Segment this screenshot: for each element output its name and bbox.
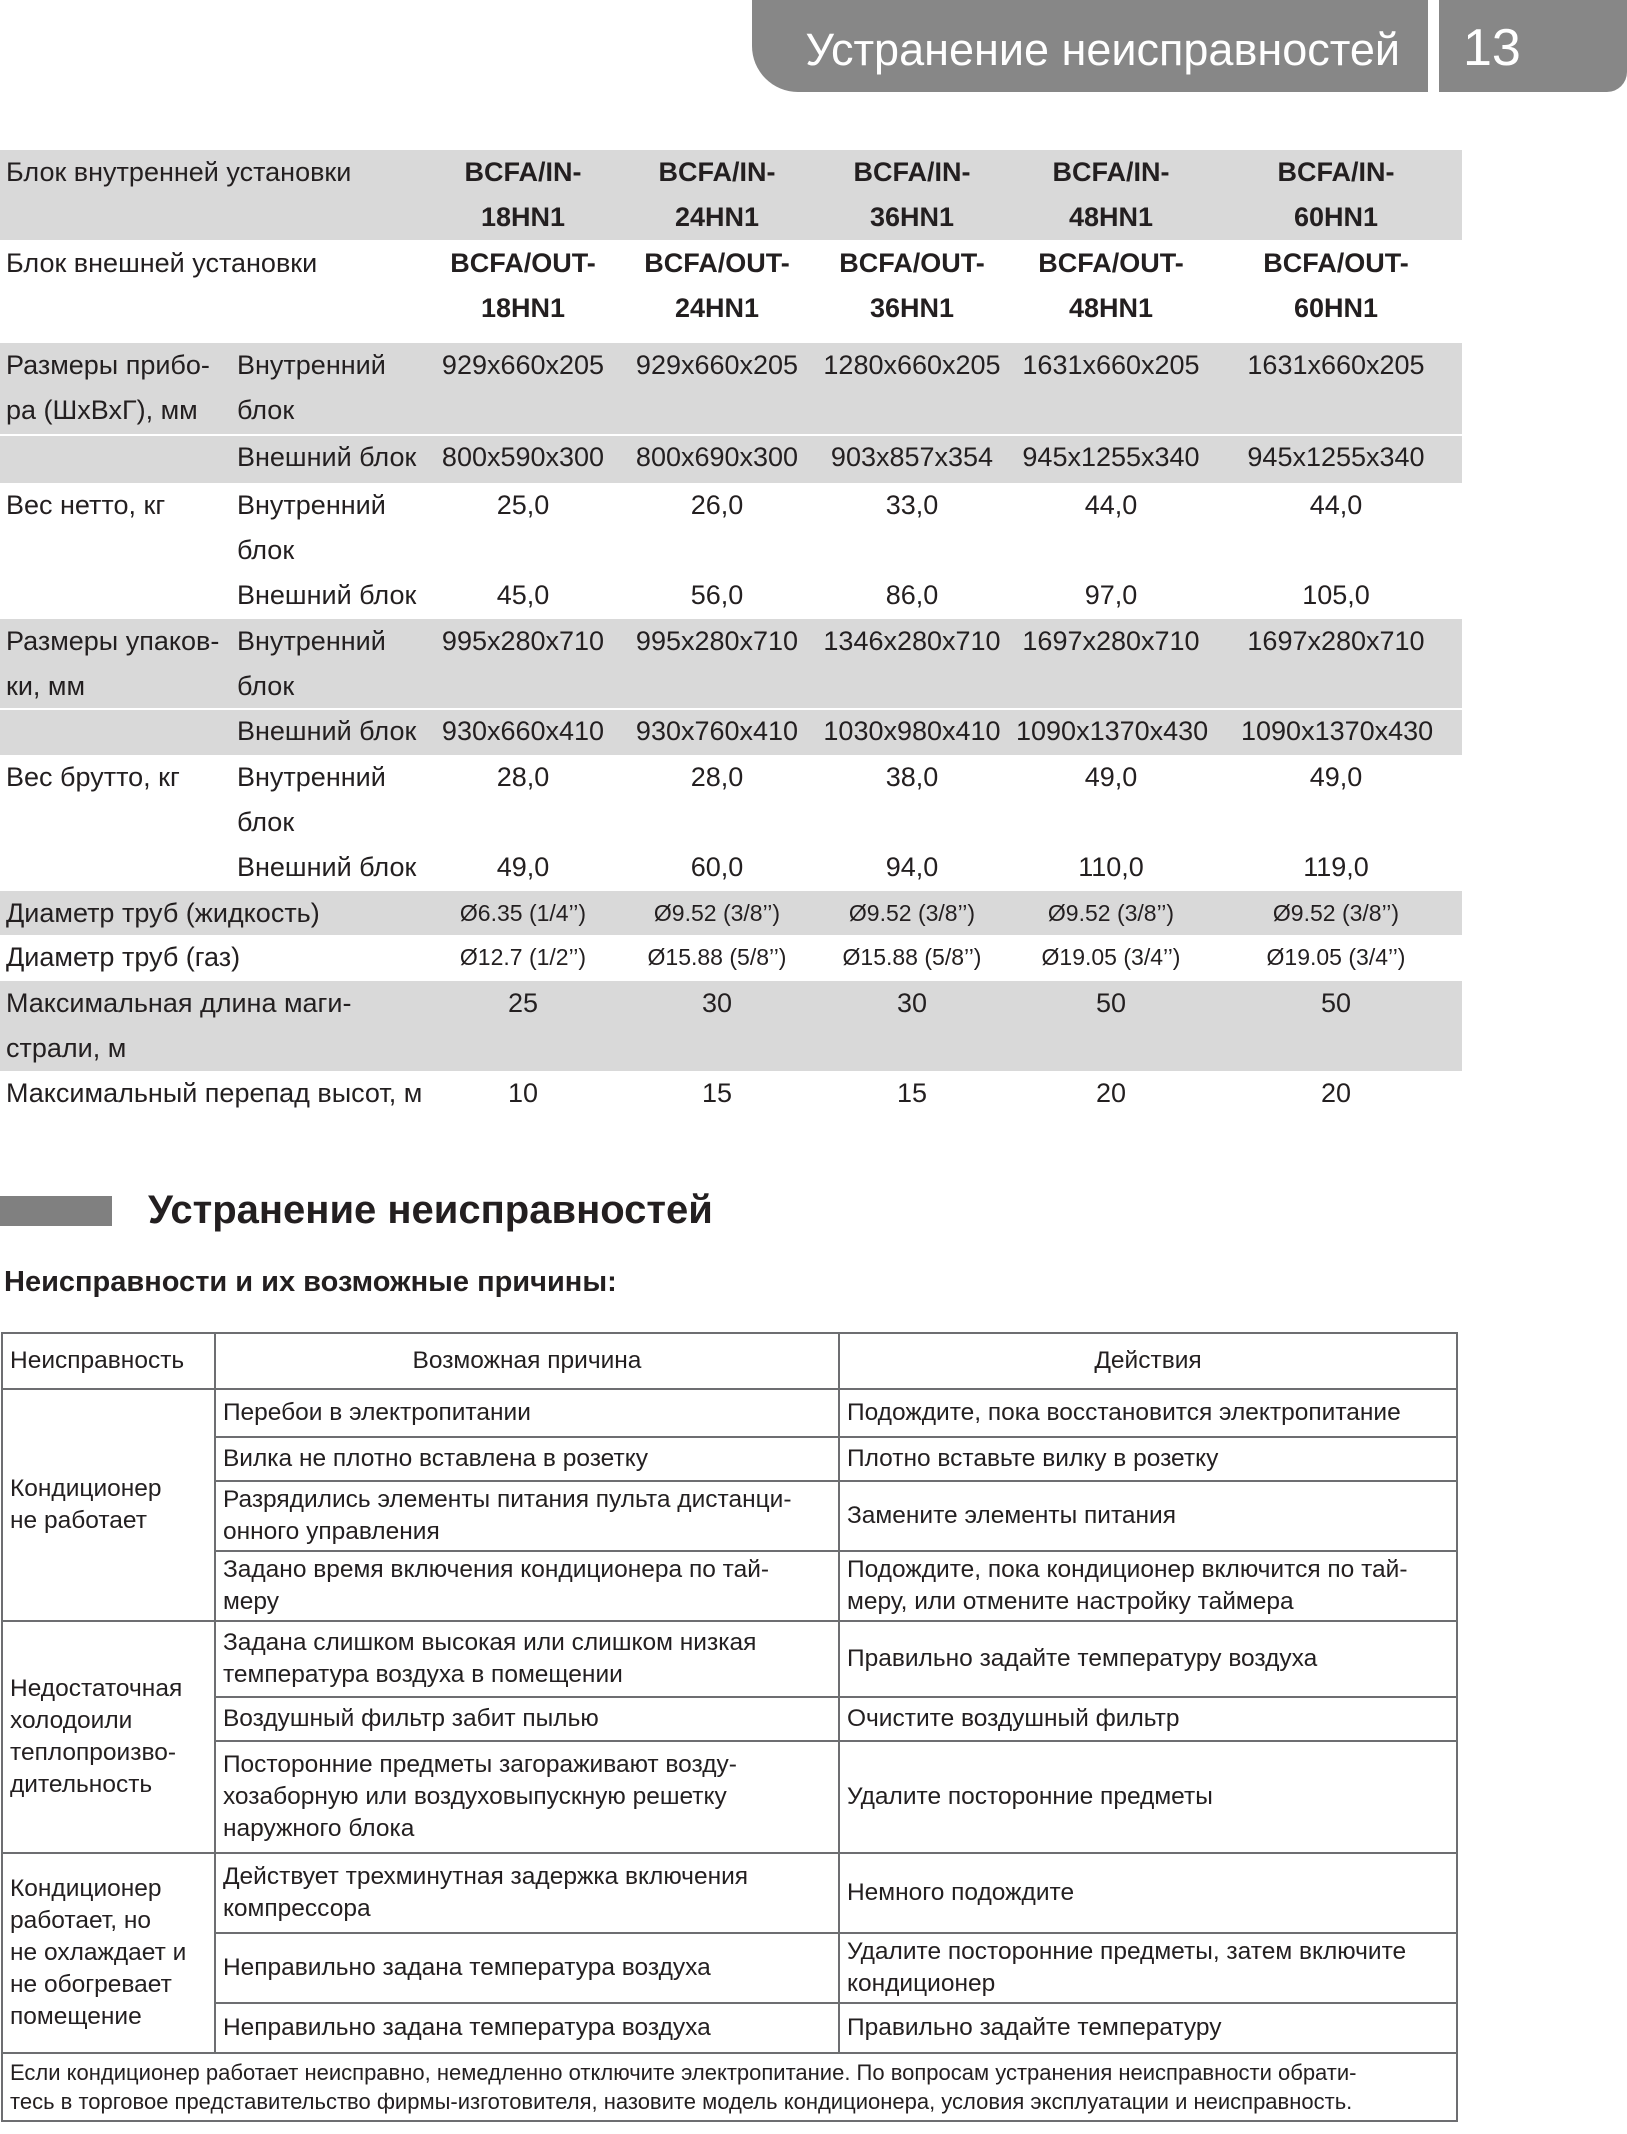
model-cell: BCFA/OUT- 48HN1: [1038, 248, 1184, 323]
value-cell: 995x280x710: [441, 626, 605, 656]
value-cell: 30: [701, 988, 733, 1018]
value-cell: Ø15.88 (5/8’’): [842, 944, 982, 970]
value-cell: Ø12.7 (1/2’’): [459, 944, 587, 970]
table-row: [2, 2003, 1457, 2053]
cause-cell: Задано время включения кондиционера по тай- меру: [215, 1551, 839, 1621]
value-cell: Ø9.52 (3/8’’): [653, 900, 781, 926]
action-cell: Правильно задайте температуру воздуха: [839, 1621, 1457, 1697]
outdoor-unit-label: Блок внешней установки: [6, 248, 318, 278]
outdoor-sub-label: Внешний блок: [237, 442, 417, 472]
value-cell: 49,0: [496, 852, 550, 882]
action-cell: Подождите, пока кондиционер включится по тай- меру, или отмените настройку таймера: [839, 1551, 1457, 1621]
specifications-table: [0, 150, 1462, 1117]
value-cell: 945x1255x340: [1022, 442, 1200, 472]
value-cell: 97,0: [1084, 580, 1138, 610]
value-cell: 86,0: [885, 580, 939, 610]
value-cell: 1631x660x205: [1022, 350, 1200, 380]
gross-weight-row: [0, 755, 1462, 891]
header-title-text: Устранение неисправностей: [805, 24, 1400, 75]
table-row: [2, 1481, 1457, 1551]
cause-cell: Посторонние предметы загораживают возду- хозаборную или воздуховыпускную решетку наружного блока: [215, 1741, 839, 1853]
max-length-row: [0, 981, 1462, 1071]
model-cell: BCFA/OUT- 24HN1: [644, 248, 790, 323]
table-row: [2, 1437, 1457, 1481]
value-cell: 44,0: [1084, 490, 1138, 520]
table-row: [2, 1933, 1457, 2003]
value-cell: Ø15.88 (5/8’’): [647, 944, 787, 970]
action-cell: Подождите, пока восстановится электропитание: [839, 1389, 1457, 1437]
action-cell: Очистите воздушный фильтр: [839, 1697, 1457, 1741]
model-cell: BCFA/OUT- 18HN1: [450, 248, 596, 323]
table-row: [2, 1853, 1457, 1933]
cause-cell: Неправильно задана температура воздуха: [215, 2003, 839, 2053]
cause-cell: Разрядились элементы питания пульта дистанци- онного управления: [215, 1481, 839, 1551]
value-cell: 94,0: [885, 852, 939, 882]
liquid-pipe-row: [0, 891, 1462, 935]
value-cell: 1280x660x205: [823, 350, 1001, 380]
section-marker-bar: [0, 1196, 112, 1226]
fault-cell: Кондиционер работает, но не охлаждает и не обогревает помещение: [2, 1853, 215, 2053]
action-cell: Плотно вставьте вилку в розетку: [839, 1437, 1457, 1481]
value-cell: 1697x280x710: [1022, 626, 1200, 656]
outdoor-sub-label: Внешний блок: [237, 716, 417, 746]
value-cell: 49,0: [1084, 762, 1138, 792]
faults-table: [1, 1332, 1458, 2122]
package-dimensions-row: [0, 619, 1462, 755]
value-cell: 44,0: [1309, 490, 1363, 520]
table-row: [2, 1741, 1457, 1853]
model-cell: BCFA/IN- 60HN1: [1277, 157, 1395, 232]
value-cell: 1346x280x710: [823, 626, 1001, 656]
value-cell: 10: [507, 1078, 539, 1108]
max-length-label: Максимальная длина маги- страли, м: [6, 988, 352, 1063]
indoor-models-row: [0, 150, 1462, 240]
value-cell: 28,0: [496, 762, 550, 792]
value-cell: 25,0: [496, 490, 550, 520]
cause-cell: Неправильно задана температура воздуха: [215, 1933, 839, 2003]
value-cell: 20: [1320, 1078, 1352, 1108]
value-cell: 930x660x410: [441, 716, 605, 746]
indoor-sub-label: Внутренний блок: [237, 490, 386, 565]
package-dimensions-label: Размеры упаков- ки, мм: [6, 626, 220, 701]
indoor-sub-label: Внутренний блок: [237, 350, 386, 425]
action-cell: Правильно задайте температуру: [839, 2003, 1457, 2053]
value-cell: 903x857x354: [830, 442, 994, 472]
indoor-unit-label: Блок внутренней установки: [6, 157, 352, 187]
fault-cell: Недостаточная холодоили теплопроизво- дительность: [2, 1621, 215, 1853]
outdoor-sub-label: Внешний блок: [237, 852, 417, 882]
value-cell: 50: [1095, 988, 1127, 1018]
header-action: Действия: [839, 1333, 1457, 1389]
value-cell: 1030x980x410: [823, 716, 1001, 746]
value-cell: Ø9.52 (3/8’’): [1272, 900, 1400, 926]
model-cell: BCFA/OUT- 36HN1: [839, 248, 985, 323]
max-height-label: Максимальный перепад высот, м: [6, 1078, 423, 1108]
note-cell: Если кондиционер работает неисправно, немедленно отключите электропитание. По вопросам устранения неисправности обрати- тесь в торговое представительство фирмы-изготовителя, назовите модель кондиционера, условия эксплуатации и неисправность.: [2, 2053, 1457, 2121]
header-cause: Возможная причина: [215, 1333, 839, 1389]
cause-cell: Задана слишком высокая или слишком низкая температура воздуха в помещении: [215, 1621, 839, 1697]
page-header-title: [752, 0, 1428, 92]
outdoor-models-row: [0, 241, 1462, 331]
net-weight-row: [0, 483, 1462, 619]
action-cell: Удалите посторонние предметы: [839, 1741, 1457, 1853]
header-fault: Неисправность: [2, 1333, 215, 1389]
value-cell: 945x1255x340: [1247, 442, 1425, 472]
value-cell: 25: [507, 988, 539, 1018]
value-cell: 995x280x710: [635, 626, 799, 656]
model-cell: BCFA/IN- 36HN1: [853, 157, 971, 232]
table-row: [2, 1389, 1457, 1437]
value-cell: 930x760x410: [635, 716, 799, 746]
net-weight-label: Вес нетто, кг: [6, 490, 166, 520]
value-cell: 33,0: [885, 490, 939, 520]
cause-cell: Воздушный фильтр забит пылью: [215, 1697, 839, 1741]
section-subtitle: Неисправности и их возможные причины:: [4, 1266, 617, 1298]
table-row: [2, 1621, 1457, 1697]
value-cell: 800x590x300: [441, 442, 605, 472]
liquid-pipe-label: Диаметр труб (жидкость): [6, 898, 320, 928]
dimensions-label: Размеры прибо- ра (ШхВхГ), мм: [6, 350, 210, 425]
value-cell: 60,0: [690, 852, 744, 882]
gas-pipe-label: Диаметр труб (газ): [6, 942, 241, 972]
value-cell: 38,0: [885, 762, 939, 792]
max-height-row: [0, 1071, 1462, 1117]
cause-cell: Перебои в электропитании: [215, 1389, 839, 1437]
model-cell: BCFA/IN- 24HN1: [658, 157, 776, 232]
value-cell: 49,0: [1309, 762, 1363, 792]
value-cell: 105,0: [1302, 580, 1370, 610]
value-cell: 1090x1370x430: [1241, 716, 1434, 746]
note-row: [2, 2053, 1457, 2121]
value-cell: 50: [1320, 988, 1352, 1018]
cause-cell: Вилка не плотно вставлена в розетку: [215, 1437, 839, 1481]
value-cell: 15: [701, 1078, 733, 1108]
action-cell: Удалите посторонние предметы, затем включите кондиционер: [839, 1933, 1457, 2003]
value-cell: 929x660x205: [441, 350, 605, 380]
value-cell: 20: [1095, 1078, 1127, 1108]
value-cell: 1631x660x205: [1247, 350, 1425, 380]
value-cell: 119,0: [1303, 852, 1369, 882]
gross-weight-label: Вес брутто, кг: [6, 762, 180, 792]
model-cell: BCFA/IN- 48HN1: [1052, 157, 1170, 232]
value-cell: 45,0: [496, 580, 550, 610]
value-cell: 1697x280x710: [1247, 626, 1425, 656]
value-cell: Ø19.05 (3/4’’): [1041, 944, 1181, 970]
value-cell: 929x660x205: [635, 350, 799, 380]
value-cell: 26,0: [690, 490, 744, 520]
outdoor-sub-label: Внешний блок: [237, 580, 417, 610]
value-cell: 800x690x300: [635, 442, 799, 472]
value-cell: 110,0: [1078, 852, 1144, 882]
action-cell: Немного подождите: [839, 1853, 1457, 1933]
fault-cell: Кондиционер не работает: [2, 1389, 215, 1621]
indoor-sub-label: Внутренний блок: [237, 626, 386, 701]
value-cell: 30: [896, 988, 928, 1018]
value-cell: 28,0: [690, 762, 744, 792]
model-cell: BCFA/IN- 18HN1: [464, 157, 582, 232]
section-title: Устранение неисправностей: [148, 1188, 713, 1232]
table-row: [2, 1551, 1457, 1621]
indoor-sub-label: Внутренний блок: [237, 762, 386, 837]
cause-cell: Действует трехминутная задержка включения компрессора: [215, 1853, 839, 1933]
dimensions-row: [0, 343, 1462, 483]
value-cell: 1090x1370x430: [1016, 716, 1209, 746]
action-cell: Замените элементы питания: [839, 1481, 1457, 1551]
page-number: 13: [1439, 0, 1627, 92]
value-cell: 15: [896, 1078, 928, 1108]
table-row: [2, 1697, 1457, 1741]
value-cell: Ø19.05 (3/4’’): [1266, 944, 1406, 970]
model-cell: BCFA/OUT- 60HN1: [1263, 248, 1409, 323]
gas-pipe-row: [0, 935, 1462, 981]
value-cell: Ø9.52 (3/8’’): [848, 900, 976, 926]
value-cell: Ø9.52 (3/8’’): [1047, 900, 1175, 926]
value-cell: Ø6.35 (1/4’’): [459, 900, 587, 926]
value-cell: 56,0: [690, 580, 744, 610]
table-header-row: [2, 1333, 1457, 1389]
